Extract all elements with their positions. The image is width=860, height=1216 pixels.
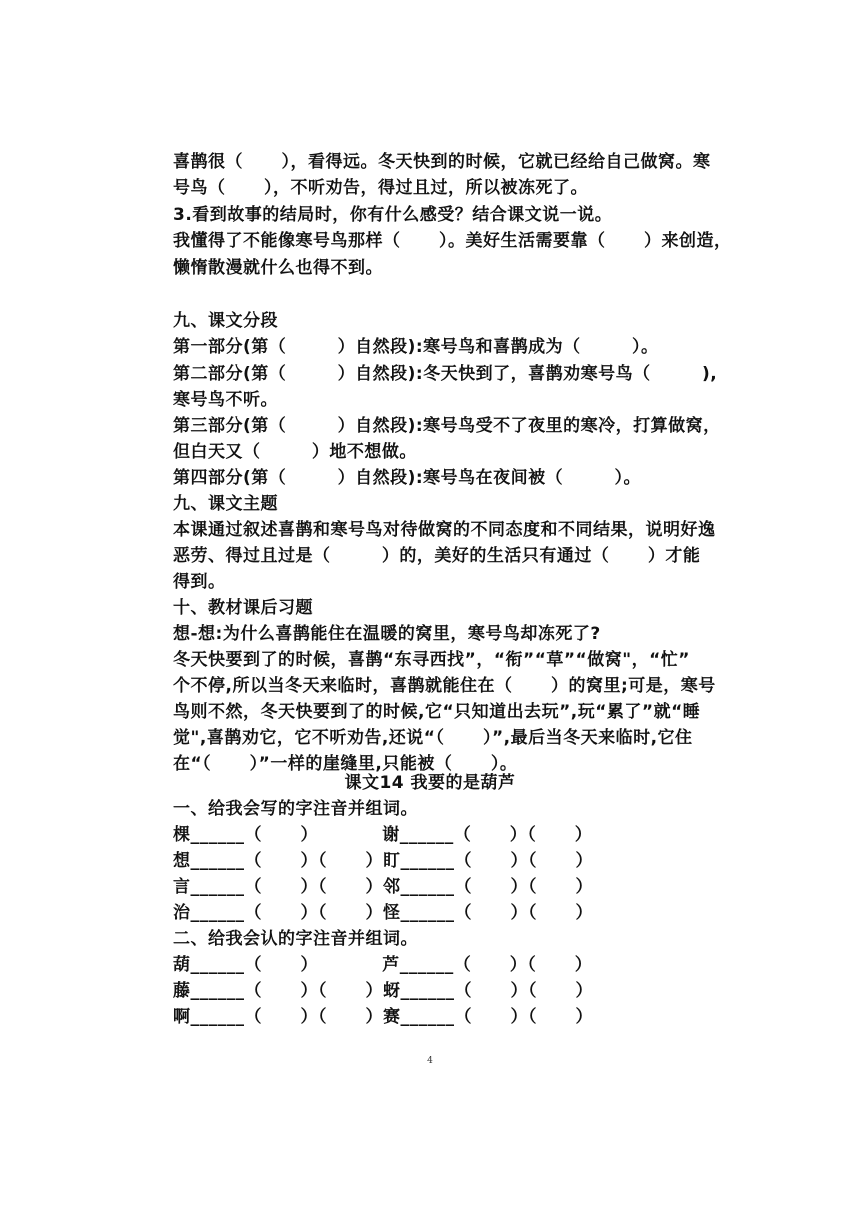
text-line: 个不停,所以当冬天来临时，喜鹊就能住在（ ）的窝里;可是，寒号 [173, 676, 716, 696]
text-line: 鸟则不然，冬天快要到了的时候,它“只知道出去玩”,玩“累了”就“睡 [173, 702, 701, 722]
text-line: 寒号鸟不听。 [173, 390, 278, 410]
text-line: 第二部分(第（ ）自然段):冬天快到了，喜鹊劝寒号鸟（ ), [173, 364, 718, 384]
section-heading: 九、课文分段 [173, 311, 278, 331]
text-line: 我懂得了不能像寒号鸟那样（ ）。美好生活需要靠（ ）来创造， [173, 231, 732, 251]
section-heading: 九、课文主题 [173, 494, 278, 514]
lesson-title: 课文14 我要的是葫芦 [344, 773, 516, 793]
exercise-row: 想______（ ）（ ）盯______（ ）（ ） [173, 851, 594, 871]
question-3: 3.看到故事的结局时，你有什么感受？结合课文说一说。 [173, 205, 613, 225]
exercise-row: 言______（ ）（ ）邻______（ ）（ ） [173, 877, 594, 897]
text-line: 恶劳、得过且过是（ ）的，美好的生活只有通过（ ）才能 [173, 546, 701, 566]
section-heading: 一、给我会写的字注音并组词。 [173, 799, 418, 819]
text-line: 本课通过叙述喜鹊和寒号鸟对待做窝的不同态度和不同结果，说明好逸 [173, 520, 716, 540]
text-line: 但白天又（ ）地不想做。 [173, 442, 417, 462]
text-line: 第一部分(第（ ）自然段):寒号鸟和喜鹊成为（ ）。 [173, 337, 659, 357]
exercise-row: 葫______（ ） 芦______（ ）（ ） [173, 955, 593, 975]
text-line: 得到。 [173, 572, 226, 592]
section-heading: 二、给我会认的字注音并组词。 [173, 929, 418, 949]
text-line: 喜鹊很（ ），看得远。冬天快到的时候，它就已经给自己做窝。寒 [173, 152, 711, 172]
text-line: 冬天快要到了的时候，喜鹊“东寻西找”，“衔”“草”“做窝"，“忙” [173, 650, 690, 670]
exercise-row: 治______（ ）（ ）怪______（ ）（ ） [173, 903, 594, 923]
text-line: 第四部分(第（ ）自然段):寒号鸟在夜间被（ ）。 [173, 468, 642, 488]
section-heading: 十、教材课后习题 [173, 598, 313, 618]
text-line: 第三部分(第（ ）自然段):寒号鸟受不了夜里的寒冷，打算做窝， [173, 416, 721, 436]
page-number: 4 [427, 1056, 433, 1066]
text-line: 在“（ ）”一样的崖缝里,只能被（ ）。 [173, 754, 518, 774]
exercise-row: 啊______（ ）（ ）赛______（ ）（ ） [173, 1007, 594, 1027]
exercise-row: 藤______（ ）（ ）蚜______（ ）（ ） [173, 981, 594, 1001]
text-line: 想-想:为什么喜鹊能住在温暖的窝里，寒号鸟却冻死了? [173, 624, 601, 644]
exercise-row: 棵______（ ） 谢______（ ）（ ） [173, 825, 593, 845]
text-line: 觉",喜鹊劝它，它不听劝告,还说“（ ）”,最后当冬天来临时,它住 [173, 728, 693, 748]
text-line: 懒惰散漫就什么也得不到。 [173, 258, 383, 278]
text-line: 号鸟（ ），不听劝告，得过且过，所以被冻死了。 [173, 178, 589, 198]
